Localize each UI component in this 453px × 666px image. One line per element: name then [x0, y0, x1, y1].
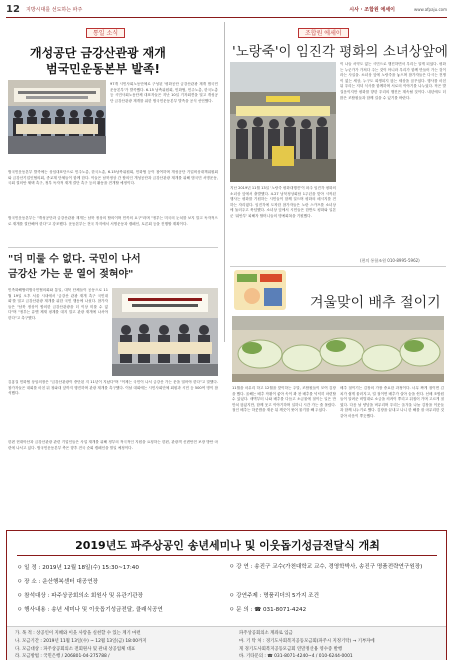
pull-quote: 금강산 가는 문 열어 젖혀야"	[8, 269, 134, 280]
article-paragraph: 97개 시민사회노동단체로 구성된 '평화공단 금강산관광 재개 범국민 운동본부'가 발족했다. 6.15 남측위원회, 민화협, 민주노총, 한국노총 등 시민사회노동단체 대표자들은 지난 10일 기자회견을 열고 개성공단 금강산관광 재개를 위한 범국민운동본부 발족을 공식 선언했다.	[110, 82, 218, 103]
article-paragraph: 범국민운동본부 발족에는 상임대표단으로 민주노총, 한국노총, 6.15남측위원회, 민화협 등이 참여하며 개성공단 기업비상대책위원회와 금강산기업인협의회, 종교계 단체들이 함께 한다. 이들은 남북정상 간 합의인 개성공단과 금강산관광 재개를 위해 범국민 서명운동, 국회 결의안 채택 촉구, 정부 독자적 재개 결단 촉구 등의 활동을 전개할 예정이다.	[8, 170, 218, 186]
article-photo-protest	[8, 80, 106, 154]
article-paragraph: 한편 현대아산과 금강산관광 관련 기업인들은 사업 재개를 위해 정부의 적극적인 지원을 요청하는 한편, 관광객 신변안전 보장 방안 마련에 나서고 있다. 범국민운동본부 측은 향후 전국 순회 캠페인을 벌일 예정이다.	[8, 440, 218, 450]
article-paragraph: 민족화해협력범국민협의회와 통일, 대북 단체들이 공동으로 11월 19일 오후 서울 시내에서 '금강산 관광 재개 촉구 국민대회'를 열고 금강산관광 재개를 위한 국민 행동에 나섰다. 참가자들은 "남북 정상이 합의한 금강산관광을 더 이상 미룰 수 없다"며 "정부는 유엔 제재 핑계를 대지 말고 관광 재개에 나서야 한다"고 촉구했다.	[8, 288, 108, 320]
event-topic: ㅇ 강연주제 : 명품리더의 5가지 조건	[229, 593, 319, 599]
event-venue: ㅇ 장 소 : 운산행복센터 대공연장	[17, 579, 99, 585]
donation-receipt: 게 경기도사회복지공동모금회 연말정산용 영수증 발행	[239, 647, 343, 652]
essay-title: 겨울맞이 배추 절이기	[310, 295, 441, 311]
essay-photo-statue	[230, 62, 336, 182]
donation-period: 나. 모금기간 : 2019년 11월 13일(수) ~ 12월 13일(금) 18:00까지	[15, 639, 147, 644]
divider	[8, 247, 218, 248]
essay-tag: 조합원 에세이	[298, 28, 349, 38]
section-label: 시사 · 조합원 에세이	[349, 7, 395, 13]
event-notice	[6, 530, 447, 660]
essay-paragraph: 지난 2019년 11월 13일 '노랑죽 평화대행진'이 파주 임진각 평화의 소녀상 앞에서 출발했다. 4.27 남북정상회담 1주년을 맞아 시작된 행사는 평화를 기원하는 시민들이 함께 걸으며 평화의 메시지를 전하는 자리였다. 임진각에 도착한 참가자들은 노란 스카프를 소녀상에 둘러주고 묵념했다. 소녀상 앞에서 시민들은 한반도 평화와 일본군 '위안부' 피해자 할머니들의 명예회복을 기원했다.	[230, 186, 336, 218]
article-headline: 개성공단 금강산관광 재개	[30, 46, 166, 60]
donation-contact[interactable]: 바. 기타문의 : ☎ 031-8071-4240~4 / 010-6244-0001	[239, 654, 353, 659]
article-subheadline: 범국민운동본부 발족!	[46, 62, 160, 76]
event-title: 2019년도 파주상공인 송년세미나 및 이웃돕기성금전달식 개최	[75, 539, 380, 552]
donation-purpose: 가. 목 적 : 상공인이 지혜와 이웃 사랑을 실천할 수 있는 계기 마련	[15, 631, 141, 636]
article-paragraph: 범국민운동본부는 "개성공단과 금강산관광 재개는 남북 정상의 합의이며 민족의 요구"라며 "정부는 미국의 눈치를 보지 말고 독자적으로 재개를 결단해야 한다"고 강조했다. 운동본부는 전국 각지에서 서명운동과 캠페인, 토론회 등을 진행할 계획이다.	[8, 216, 218, 226]
donation-target: 다. 모금대상 : 파주상공회의소 전회원사 및 관내 상공업체 대표	[15, 647, 136, 652]
event-date: ㅇ 일 정 : 2019년 12월 18일(수) 15:30~17:40	[17, 565, 139, 571]
divider	[17, 555, 437, 556]
pull-quote: "더 미룰 수 없다. 국민이 나서	[8, 254, 141, 265]
essay-paragraph: 이 나들 서약도 없는 시민으로 행진하면서 우리는 알게 되었다. 평화는 누군가가 가져다 주는 것이 아니라 우리가 함께 만들어 가는 것이라는 사실을. 소녀상 앞에 노랑죽을 놓으며 참가자들은 다시는 전쟁이 없는 세상, 누구도 희생되지 않는 세상을 꿈꾸었다. 행사를 마친 뒤 우리는 저녁 식사를 함께하며 서로의 이야기를 나누었다. 작은 발걸음이지만 평화를 향한 우리의 행진은 계속될 것이다. 내년에도 더 많은 조합원들과 함께 걸을 수 있기를 바란다.	[340, 62, 446, 100]
donation-recipient: 마. 기 탁 처 : 경기도사회복지공동모금회(파주시 지정기탁) → 기부자에	[239, 639, 375, 644]
page-number: 12	[6, 4, 20, 15]
article-tag: 통일 소식	[86, 28, 125, 38]
donation-account-note: 파주상공회의소 계좌로 입금	[239, 631, 293, 636]
event-contact[interactable]: ㅇ 문 의 : ☎ 031-8071-4242	[229, 607, 307, 613]
essay-photo-cabbage	[232, 316, 444, 382]
divider	[230, 266, 446, 267]
essay-paragraph: 11월을 마무리 하고 12월을 맞이하는 주말, 조합원들이 모여 김장을 했다. 올해는 배추 작황이 좋아 속이 꽉 찬 배추를 넉넉히 마련할 수 있었다. 새벽부터 나와 배추를 다듬고 소금물에 절이는 일은 만만치 않았지만, 함께 웃고 이야기하며 일하니 시간 가는 줄 몰랐다. 절인 배추는 하룻밤을 재운 뒤 깨끗이 씻어 물기를 빼 두었다.	[232, 386, 336, 413]
donation-info	[7, 626, 446, 660]
masthead-logo: 지방시대를 선도하는 파주	[26, 7, 83, 13]
event-program: ㅇ 행사내용 : 송년 세미나 및 이웃돕기성금전달, 클래식공연	[17, 607, 163, 613]
event-audience: ㅇ 참석대상 : 파주상공회의소 회원사 및 유관기관장	[17, 593, 144, 599]
essay-paragraph: 배추 절이기는 김장의 가장 중요한 과정이다. 너무 짜게 절이면 김치가 쉽게 물러지고, 덜 절이면 배추가 살아 숨을 쉰다. 선배 조합원들이 알려준 비법대로 소금을 켜켜이 뿌리고 뒤집어 가며 고르게 절였다. 다음 날 양념을 버무리며 우리는 올겨울 나눔 김장을 이웃들과 함께 나누기로 했다. 김장을 끝내고 나니 한 해를 잘 마무리한 것 같아 마음이 뿌듯했다.	[340, 386, 444, 418]
donation-method: 라. 모금방법 : 국민은행 / 206801-04-275788 /	[15, 654, 110, 659]
article-paragraph: 김홍걸 민화협 상임의장은 "금강산관광이 중단된 지 11년이 지났다"며 "이제는 국민이 나서 금강산 가는 문을 열어야 한다"고 말했다. 참가자들은 대회를 마친 뒤 청와대 앞까지 행진하며 관광 재개를 촉구했다. 이날 대회에는 시민사회단체 회원과 시민 등 500여 명이 참석했다.	[8, 380, 218, 396]
article-photo-rally	[112, 288, 218, 376]
event-speaker: ㅇ 강 연 : 송진구 교수(가천대학교 교수, 경영학박사, 송진구 명품전략연구원장)	[229, 564, 423, 570]
page-header	[6, 4, 447, 18]
book-badge-icon	[234, 270, 286, 310]
essay-byline: (편의 통합조원 010-8995-5962)	[360, 258, 420, 263]
essay-title: '노랑죽'이 임진각 평화의 소녀상앞에	[232, 44, 448, 60]
site-url[interactable]: www.afpaju.com	[413, 7, 447, 12]
column-divider	[224, 22, 225, 342]
